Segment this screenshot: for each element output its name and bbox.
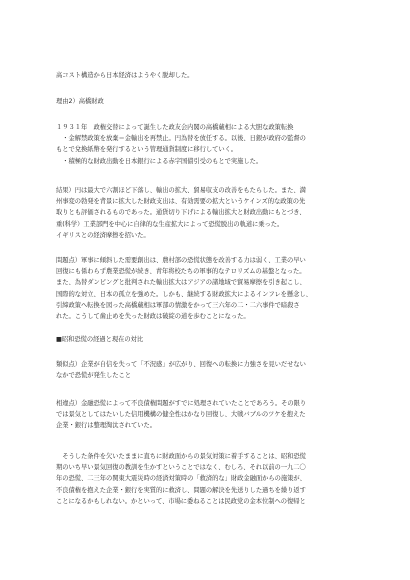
text-line: 相違点）金融恐慌によって不良債権問題がすでに処理されていたことであろう。その限り: [56, 400, 307, 407]
text-line: そうした条件を欠いたままに直ちに財政面からの景気対策に着手することは、昭和恐慌: [56, 453, 306, 460]
text-line: 結果）円は最大で六割ほど下落し、輸出の拡大、貿易収支の改善をもたらした。また、満: [56, 187, 306, 194]
paragraph-results: [56, 185, 372, 241]
text-line: 企業・銀行は整理淘汰されていた。: [56, 422, 156, 430]
text-line: イギリスとの経済摩擦を招いた。: [56, 231, 150, 239]
text-line: ・金解禁政策を放棄＝金輸出を再禁止。円為替を放任する。以後、日銀が政府の監督の: [56, 135, 306, 143]
text-line: 国際的な対立、日本の孤立を強めた。しかも、継続する財政拡大によるインフレを懸念し、: [56, 290, 312, 298]
paragraph-similarities: [56, 359, 372, 381]
text-line: １９３１年 政権交替によって誕生した政友会内閣の高橋蔵相による大胆な政策転換: [56, 124, 294, 131]
text-line: 引締政策へ転換を図った高橋蔵相は軍部の情激をかって三六年の二・二六事件で暗殺さ: [56, 301, 300, 309]
text-line: ・積極的な財政出動を日本銀行による赤字国債引受のもとで実施した。: [56, 157, 263, 165]
text-line: 理由2）高橋財政: [56, 98, 104, 105]
text-line: ことになるかもしれない。かといって、市場に委ねることは民政党の金本位制への復帰と: [56, 497, 306, 505]
text-line: ■昭和恐慌の経過と現在の対比: [56, 336, 144, 343]
text-line: 重(科学）工業部門を中心に自律的な生産拡大によって恐慌脱出の軌道に乗った。: [56, 220, 284, 228]
text-line: れた。こうして歯止めを失った財政は破綻の道を歩むことになった。: [56, 313, 250, 321]
text-line: 州事変の勃発を背景に拡大した財政支出は、有効需要の拡大というケインズ的な政策の先: [56, 198, 306, 206]
text-line: また、為替ダンピングと批判された輸出拡大はアジアの諸地域で貿易摩擦を引き起こし、: [56, 279, 306, 287]
text-line: 問題点）軍事に傾斜した需要創出は、農村部の恐慌状態を改善する力は弱く、工業の早い: [56, 257, 306, 264]
paragraph-problems: [56, 255, 372, 322]
text-line: 取りとも評価されるものであった。通貨切り下げによる輸出拡大と財政出動にもとづき、: [56, 209, 306, 217]
text-line: 回復にも係わらず農業恐慌が続き、青年将校たちの軍事的なテロリズムの基盤となった。: [56, 268, 306, 276]
text-line: 類似点）企業が自信を失って「不況感」が広がり、回復への転換に力強さを見いだせない: [56, 361, 306, 368]
text-line: 年の恐慌、二三年の関東大震災時の経済対策時の「救済的な」財政金融面からの施策が、: [56, 475, 306, 483]
paragraph-conclusion: [56, 70, 372, 81]
text-line: なかで恐慌が発生したこと: [56, 372, 131, 380]
text-line: もとで兌換紙幣を発行するという管理通貨制度に移行していく。: [56, 146, 238, 154]
paragraph-takahashi-policy: [56, 122, 372, 167]
paragraph-lessons: [56, 451, 372, 507]
text-line: 期のいち早い景気回復の教訓を生かすということではなく、むしろ、それ以前の一九二〇: [56, 464, 306, 472]
text-line: では景気としてはたいした信用機構の健全性はかなり回復し、大戦バブルのツケを抱えた: [56, 411, 306, 419]
heading-reason-2: [56, 96, 372, 107]
text-line: 高コスト構造から日本経済はようやく脱却した。: [56, 72, 194, 79]
text-line: 不良債権を抱えた企業・銀行を実質的に救済し、問題の解決を先送りした過ちを繰り返す: [56, 486, 306, 494]
section-heading-comparison: [56, 334, 372, 345]
paragraph-differences: [56, 398, 372, 432]
